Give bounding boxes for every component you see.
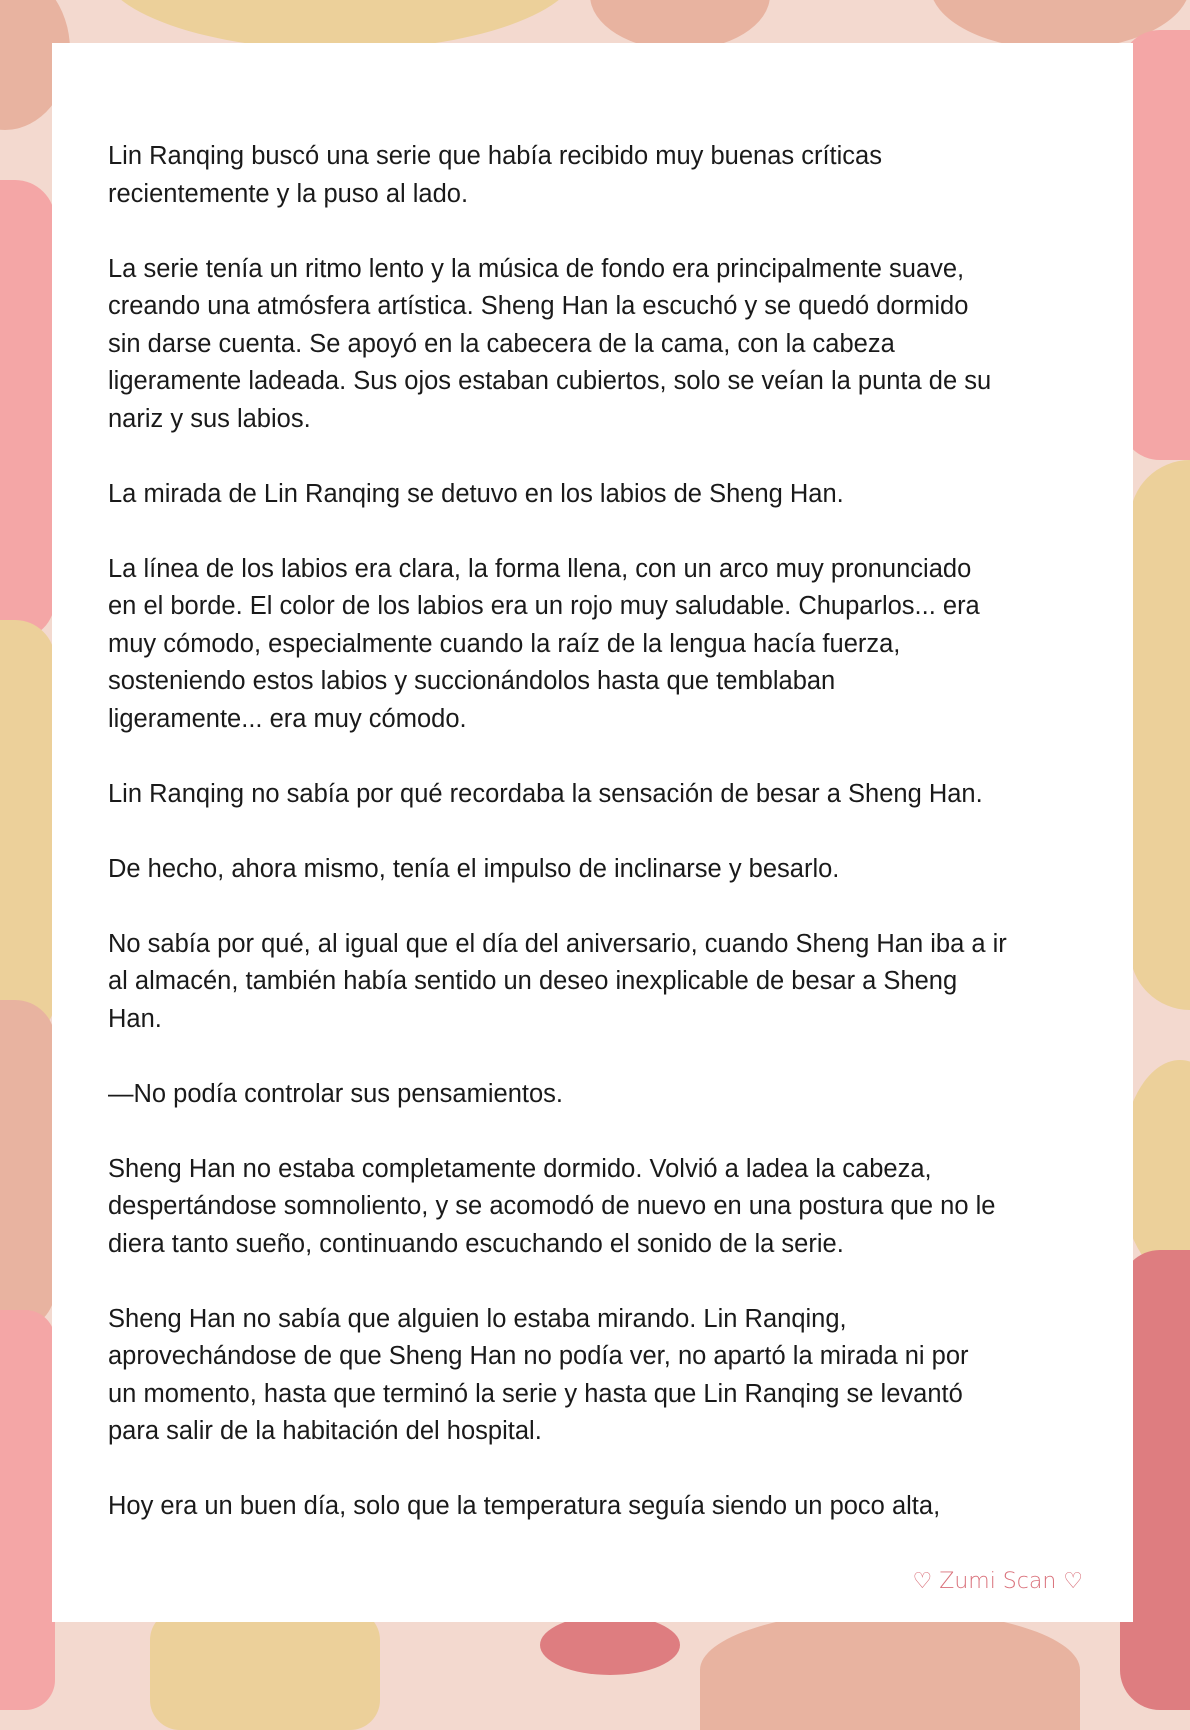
text-line: ligeramente... era muy cómodo. bbox=[108, 704, 467, 733]
text-line: La línea de los labios era clara, la forma llena, con un arco muy pronunciado bbox=[108, 554, 972, 583]
text-line: diera tanto sueño, continuando escuchando el sonido de la serie. bbox=[108, 1229, 844, 1258]
text-line: despertándose somnoliento, y se acomodó de nuevo en una postura que no le bbox=[108, 1192, 996, 1220]
text-line: creando una atmósfera artística. Sheng Han la escuchó y se quedó dormido bbox=[108, 292, 969, 320]
paragraph bbox=[108, 138, 1138, 213]
text-line: sin darse cuenta. Se apoyó en la cabecera de la cama, con la cabeza bbox=[108, 329, 895, 358]
text-line: Sheng Han no estaba completamente dormido. Volvió a ladea la cabeza, bbox=[108, 1154, 932, 1183]
text-line: en el borde. El color de los labios era un rojo muy saludable. Chuparlos... era bbox=[108, 592, 980, 620]
text-line: al almacén, también había sentido un deseo inexplicable de besar a Sheng bbox=[108, 967, 958, 995]
text-line: aprovechándose de que Sheng Han no podía ver, no apartó la mirada ni por bbox=[108, 1342, 969, 1370]
text-line: muy cómodo, especialmente cuando la raíz de la lengua hacía fuerza, bbox=[108, 629, 901, 658]
text-line: La mirada de Lin Ranqing se detuvo en los labios de Sheng Han. bbox=[108, 479, 844, 508]
paragraph bbox=[108, 476, 1138, 514]
text-line: Lin Ranqing no sabía por qué recordaba la sensación de besar a Sheng Han. bbox=[108, 779, 983, 808]
scanlator-credit: ♡ Zumi Scan ♡ bbox=[912, 1569, 1083, 1594]
paragraph bbox=[108, 926, 1138, 1039]
text-line: Sheng Han no sabía que alguien lo estaba mirando. Lin Ranqing, bbox=[108, 1304, 847, 1333]
paragraph bbox=[108, 1301, 1138, 1451]
text-line: —No podía controlar sus pensamientos. bbox=[108, 1079, 563, 1108]
text-line: para salir de la habitación del hospital. bbox=[108, 1417, 542, 1445]
text-line: nariz y sus labios. bbox=[108, 404, 311, 433]
text-line: Hoy era un buen día, solo que la temperatura seguía siendo un poco alta, bbox=[108, 1492, 941, 1520]
paragraph bbox=[108, 551, 1138, 739]
text-line: ligeramente ladeada. Sus ojos estaban cubiertos, solo se veían la punta de su bbox=[108, 367, 992, 395]
text-line: De hecho, ahora mismo, tenía el impulso de inclinarse y besarlo. bbox=[108, 854, 840, 883]
paragraph bbox=[108, 251, 1138, 439]
text-line: Lin Ranqing buscó una serie que había recibido muy buenas críticas bbox=[108, 142, 882, 170]
text-line: sosteniendo estos labios y succionándolos hasta que temblaban bbox=[108, 667, 836, 695]
paragraph bbox=[108, 1488, 1138, 1526]
page-panel bbox=[52, 43, 1133, 1622]
paragraph bbox=[108, 1151, 1138, 1264]
text-line: un momento, hasta que terminó la serie y hasta que Lin Ranqing se levantó bbox=[108, 1379, 963, 1408]
paragraph bbox=[108, 851, 1138, 889]
paragraph bbox=[108, 776, 1138, 814]
text-line: La serie tenía un ritmo lento y la música de fondo era principalmente suave, bbox=[108, 254, 965, 283]
paragraph bbox=[108, 1076, 1138, 1114]
chapter-text bbox=[108, 138, 1138, 1563]
text-line: No sabía por qué, al igual que el día del aniversario, cuando Sheng Han iba a ir bbox=[108, 929, 1007, 958]
text-line: Han. bbox=[108, 1004, 162, 1033]
text-line: recientemente y la puso al lado. bbox=[108, 179, 469, 208]
